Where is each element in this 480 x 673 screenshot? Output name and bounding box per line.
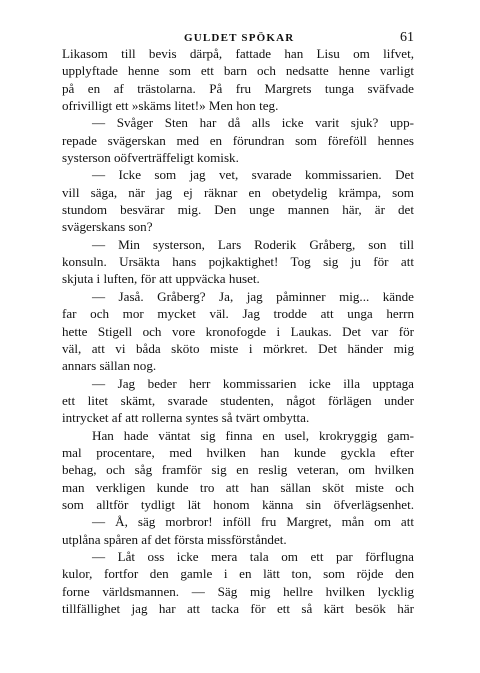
- text-line: man verkligen kunde tro att han sällan sköt miste och: [62, 479, 414, 495]
- text-line: väl, att vi båda sköto miste i mörkret. Det händer mig: [62, 340, 414, 356]
- body-text: [62, 45, 414, 617]
- text-line: — Å, säg morbror! inföll fru Margret, mån om att: [92, 514, 414, 530]
- text-line: kulor, fortfor den gamle i en lätt ton, som röjde den: [62, 566, 414, 582]
- text-line: som alltför tydligt lät honom känna sin öfverlägsenhet.: [62, 496, 414, 512]
- text-line: vill säga, när jag ej räknar en obetydelig krämpa, som: [62, 184, 414, 200]
- text-line: — Min systerson, Lars Roderik Gråberg, son till: [92, 236, 414, 252]
- text-line: — Icke som jag vet, svarade kommissarien. Det: [92, 167, 414, 183]
- text-line: systerson oöfverträffeligt komisk.: [62, 150, 239, 166]
- text-line: ofrivilligt ett »skäms litet!» Men hon teg.: [62, 98, 279, 114]
- text-line: intrycket af att rollerna syntes så tvärt ombytta.: [62, 410, 310, 426]
- text-line: mal procentare, med hvilken han kunde gyckla efter: [62, 444, 414, 460]
- text-line: behag, och såg framför sig en reslig veteran, om hvilken: [62, 462, 414, 478]
- text-line: på en af trästolarna. På fru Margrets tunga sväfvade: [62, 80, 414, 96]
- text-line: konsuln. Ursäkta hans pojkaktighet! Tog sig ju för att: [62, 254, 414, 270]
- text-line: — Låt oss icke mera tala om ett par förflugna: [92, 548, 414, 564]
- text-line: svägerskans son?: [62, 219, 153, 235]
- text-line: repade svägerskan med en förundran som föreföll hennes: [62, 132, 414, 148]
- text-line: hette Stigell och vore kronofogde i Laukas. Det var för: [62, 323, 414, 339]
- text-line: tillfällighet jag har att tacka för ett så kärt besök här: [62, 601, 414, 616]
- page-number: 61: [400, 30, 414, 45]
- text-line: Han hade väntat sig finna en usel, krokryggig gam-: [92, 427, 414, 443]
- text-line: utplåna spåren af det första missförståndet.: [62, 531, 287, 547]
- text-line: — Svåger Sten har då alls icke varit sjuk? upp-: [92, 115, 414, 131]
- text-line: ett litet skämt, svarade studenten, något förlägen under: [62, 392, 414, 408]
- text-line: — Jag beder herr kommissarien icke illa upptaga: [92, 375, 414, 391]
- text-line: stundom besvärar mig. Den unge mannen här, är det: [62, 202, 414, 218]
- text-line: far och mor mycket väl. Jag trodde att unga herrn: [62, 306, 414, 322]
- text-line: skjuta i luften, för att uppväcka huset.: [62, 271, 260, 287]
- text-line: forne världsmannen. — Säg mig hellre hvilken lycklig: [62, 583, 414, 599]
- running-title: GULDET SPÖKAR: [184, 32, 295, 44]
- text-line: upplyftade henne som ett barn och nedsatte henne varligt: [62, 63, 414, 79]
- text-line: Likasom till bevis därpå, fattade han Lisu om lifvet,: [62, 46, 414, 61]
- text-line: annars sällan nog.: [62, 358, 157, 374]
- text-line: — Jaså. Gråberg? Ja, jag påminner mig... kände: [92, 288, 414, 304]
